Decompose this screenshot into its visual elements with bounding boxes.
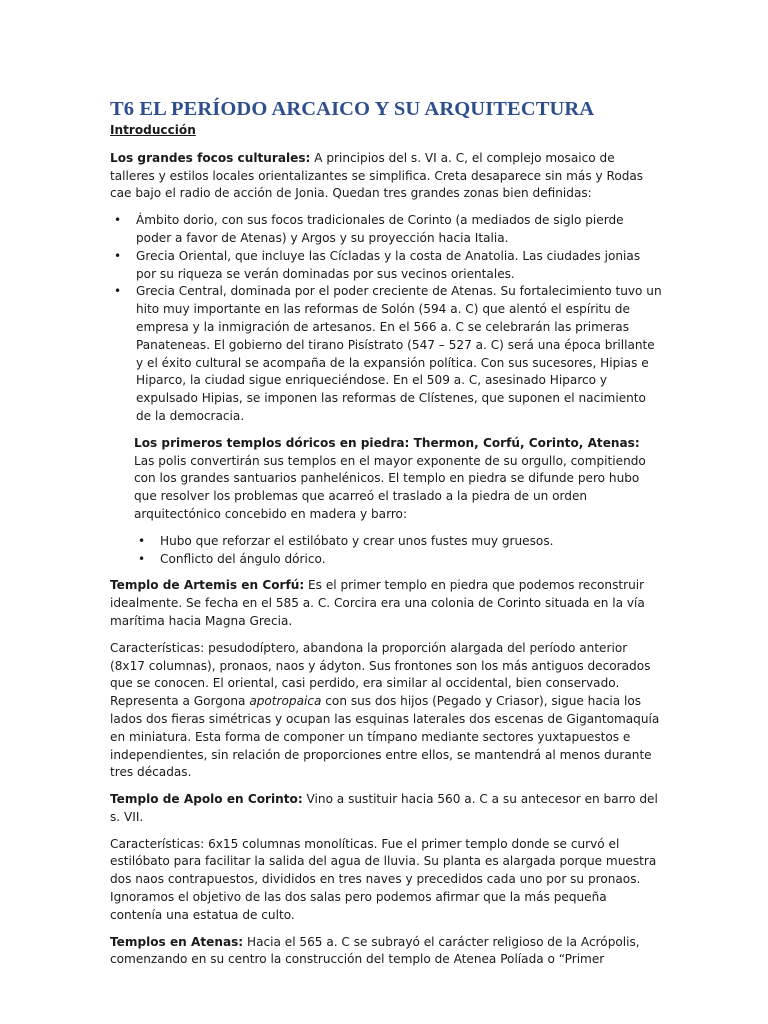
bullet-list-problemas: [110, 533, 662, 569]
section-heading-introduccion: Introducción: [110, 123, 196, 137]
bullet-icon: •: [114, 284, 122, 299]
paragraph-text: A principios del s. VI a. C, el complejo mosaico de talleres y estilos locales orientalizantes se simplifica. Creta desaparece sin más y Rodas cae bajo el radio de acción de Jonia. Quedan tres grandes zonas bien definidas:: [110, 150, 644, 201]
paragraph-text: Vino a sustituir hacia 560 a. C a su antecesor en barro del s. VII.: [110, 792, 658, 824]
bullet-icon: •: [138, 551, 146, 566]
paragraph-heading: Templo de Artemis en Corfú:: [110, 578, 305, 593]
paragraph-templos-doricos: [110, 435, 662, 524]
list-item: [114, 212, 662, 248]
paragraph-artemis-corfu: [110, 577, 662, 630]
list-item: [138, 533, 662, 551]
bullet-icon: •: [114, 248, 122, 263]
list-item: [114, 283, 662, 425]
paragraph-text: Las polis convertirán sus templos en el mayor exponente de su orgullo, compitiendo con los grandes santuarios panhelénicos. El templo en piedra se difunde pero hubo que resolver los problemas que acarreó el traslado a la piedra de un orden arquitectónico concebido en madera y barro:: [134, 453, 646, 521]
italic-term: apotropaica: [249, 694, 322, 709]
list-item-text: Grecia Central, dominada por el poder creciente de Atenas. Su fortalecimiento tuvo un hito muy importante en las reformas de Solón (594 a. C) que alentó el espíritu de empresa y la inmigración de artesanos. En el 566 a. C se celebrarán las primeras Panateneas. El gobierno del tirano Pisístrato (547 – 527 a. C) será una época brillante y el éxito cultural se acompaña de la expansión política. Con sus sucesores, Hipias e Hiparco, la ciudad sigue enriqueciéndose. En el 509 a. C, asesinado Hiparco y expulsado Hipias, se imponen las reformas de Clístenes, que suponen el nacimiento de la democracia.: [136, 284, 662, 423]
paragraph-heading: Los primeros templos dóricos en piedra: Thermon, Corfú, Corinto, Atenas:: [134, 435, 640, 450]
paragraph-apolo-caracteristicas: [110, 836, 662, 925]
paragraph-text: Hacia el 565 a. C se subrayó el carácter religioso de la Acrópolis, comenzando en su centro la construcción del templo de Atenea Políada o “Primer: [110, 934, 640, 967]
bullet-icon: •: [138, 533, 146, 548]
list-item-text: Ámbito dorio, con sus focos tradicionales de Corinto (a mediados de siglo pierde poder a favor de Atenas) y Argos y su proyección hacia Italia.: [136, 213, 624, 245]
paragraph-heading: Los grandes focos culturales:: [110, 150, 311, 165]
paragraph-artemis-caracteristicas: [110, 640, 662, 782]
paragraph-text: Características: 6x15 columnas monolíticas. Fue el primer templo donde se curvó el estilóbato para facilitar la salida del agua de lluvia. Su planta es alargada porque muestra dos naos contrapuestos, divididos en tres naves y precedidos cada uno por su pronaos. Ignoramos el objetivo de las dos salas pero podemos afirmar que la más pequeña contenía una estatua de culto.: [110, 836, 657, 922]
list-item-text: Hubo que reforzar el estilóbato y crear unos fustes muy gruesos.: [160, 533, 554, 548]
paragraph-text: Es el primer templo en piedra que podemos reconstruir idealmente. Se fecha en el 585 a. C. Corcira era una colonia de Corinto situada en la vía marítima hacia Magna Grecia.: [110, 578, 645, 628]
list-item-text: Grecia Oriental, que incluye las Cícladas y la costa de Anatolia. Las ciudades jonias por su riqueza se verán dominadas por sus vecinos orientales.: [136, 248, 641, 281]
paragraph-focos-culturales: [110, 150, 662, 203]
paragraph-heading: Templo de Apolo en Corinto:: [110, 792, 303, 807]
document-title: T6 EL PERÍODO ARCAICO Y SU ARQUITECTURA: [110, 98, 595, 120]
paragraph-apolo-corinto: [110, 791, 662, 827]
list-item: [114, 248, 662, 284]
paragraph-text: con sus dos hijos (Pegado y Criasor), sigue hacia los lados dos fieras simétricas y ocupan las esquinas laterales dos escenas de Gigantomaquía en miniatura. Esta forma de componer un tímpano mediante sectores yuxtapuestos e independientes, sin relación de proporciones entre ellos, se mantendrá al menos durante tres décadas.: [110, 694, 660, 780]
list-item-text: Conflicto del ángulo dórico.: [160, 551, 326, 566]
bullet-list-zonas: [110, 212, 662, 426]
document-page: [110, 96, 662, 978]
list-item: [138, 551, 662, 569]
bullet-icon: •: [114, 213, 122, 228]
paragraph-templos-atenas: [110, 934, 662, 970]
paragraph-text: Características: pesudodíptero, abandona la proporción alargada del período anterior (8x17 columnas), pronaos, naos y ádyton. Sus frontones son los más antiguos decorados que se conocen. El oriental, casi perdido, era similar al occidental, bien conservado. Representa a Gorgona: [110, 640, 651, 709]
paragraph-heading: Templos en Atenas:: [110, 934, 244, 949]
